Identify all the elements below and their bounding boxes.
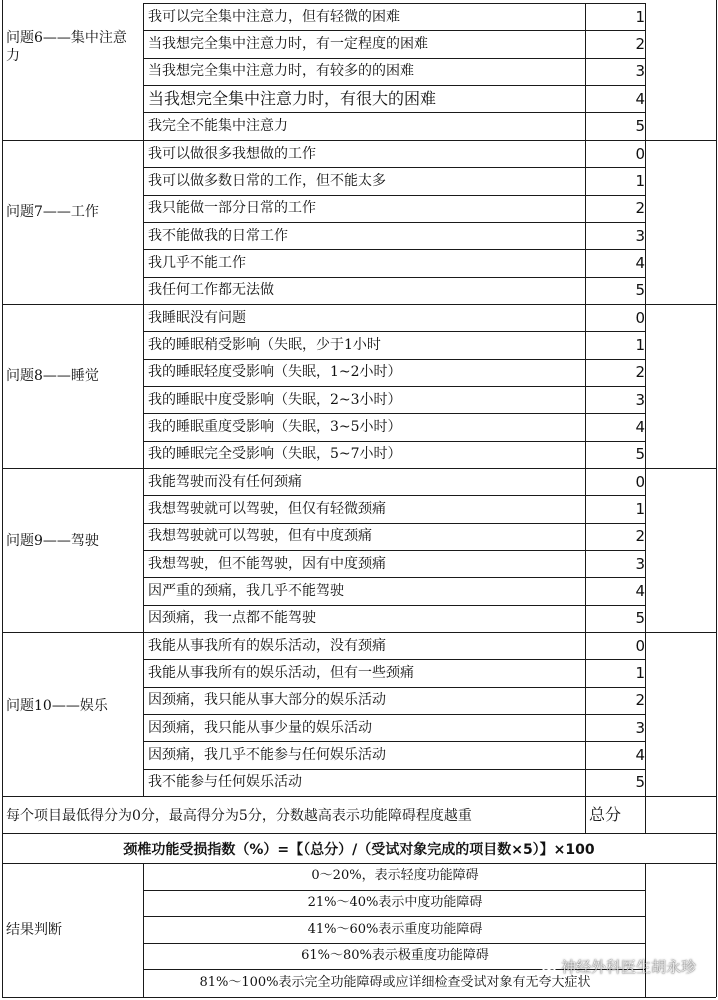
grid-line [143,58,645,59]
option-score: 2 [635,35,645,54]
grid-line [143,85,645,86]
option-score: 2 [635,363,645,382]
option-text: 我可以做多数日常的工作，但不能太多 [148,173,386,190]
grid-line [143,3,645,4]
option-score: 5 [635,773,645,792]
grid-line [143,916,645,917]
question-label: 问题9——驾驶 [6,533,99,549]
grid-line [143,167,645,168]
option-text: 我任何工作都无法做 [148,282,274,299]
option-text: 当我想完全集中注意力时，有一定程度的困难 [148,36,428,53]
option-score: 5 [635,117,645,136]
grid-line [143,687,645,688]
grid-line [143,249,645,250]
grid-line [143,495,645,496]
option-score: 5 [635,445,645,464]
option-score: 0 [635,308,645,327]
grid-line [143,943,645,944]
grid-line [645,468,646,632]
grid-line [143,577,645,578]
grid-line [2,632,716,633]
grid-line [143,659,645,660]
result-row: 61%～80%表示极重度功能障碍 [301,948,489,964]
option-text: 我的睡眠稍受影响（失眠，少于1小时 [148,337,381,354]
result-row: 81%～100%表示完全功能障碍或应详细检查受试对象有无夸大症状 [199,974,591,990]
option-text: 我能从事我所有的娱乐活动，没有颈痛 [148,637,386,654]
option-score: 3 [635,390,645,409]
option-text: 我的睡眠重度受影响（失眠，3~5小时） [148,419,402,436]
watermark [541,956,696,977]
grid-line [143,550,645,551]
grid-line [645,140,646,304]
option-text: 我几乎不能工作 [148,255,246,272]
grid-line [143,195,645,196]
question-label: 问题10——娱乐 [6,698,108,714]
grid-line [143,112,645,113]
option-text: 我想驾驶就可以驾驶，但仅有轻微颈痛 [148,501,386,518]
grid-line [2,833,716,834]
option-score: 1 [635,500,645,519]
question-label: 问题8——睡觉 [6,368,99,384]
option-score: 4 [635,418,645,437]
question-label: 问题7——工作 [6,204,99,220]
option-text: 当我想完全集中注意力时，有较多的的困难 [148,63,414,80]
option-text: 我不能参与任何娱乐活动 [148,774,302,791]
option-score: 4 [635,89,645,108]
option-text: 我能从事我所有的娱乐活动，但有一些颈痛 [148,665,414,682]
option-score: 5 [635,609,645,628]
grid-line [645,304,646,468]
result-row: 0～20%，表示轻度功能障碍 [311,868,479,884]
wechat-channel-icon [541,959,557,975]
option-text: 因颈痛，我只能从事少量的娱乐活动 [148,719,372,736]
option-text: 我的睡眠完全受影响（失眠，5~7小时） [148,446,402,463]
option-score: 1 [635,664,645,683]
grid-line [143,441,645,442]
result-row: 21%～40%表示中度功能障碍 [307,894,483,910]
option-score: 2 [635,691,645,710]
option-text: 因严重的颈痛，我几乎不能驾驶 [148,583,344,600]
grid-line [585,797,586,833]
index-formula: 颈椎功能受损指数（%）=【（总分）/（受试对象完成的项目数×5）】×100 [123,842,595,858]
option-text: 我想驾驶，但不能驾驶，因有中度颈痛 [148,555,386,572]
option-score: 0 [635,472,645,491]
grid-line [2,997,716,998]
option-score: 2 [635,527,645,546]
grid-line [2,863,716,864]
option-score: 0 [635,144,645,163]
option-score: 4 [635,746,645,765]
grid-line [2,140,716,141]
option-text: 我只能做一部分日常的工作 [148,200,316,217]
option-score: 4 [635,582,645,601]
option-score: 3 [635,226,645,245]
option-text: 我不能做我的日常工作 [148,227,288,244]
option-text: 我可以完全集中注意力，但有轻微的困难 [148,8,400,25]
scoring-note: 每个项目最低得分为0分，最高得分为5分，分数越高表示功能障碍程度越重 [6,808,472,824]
option-text: 我能驾驶而没有任何颈痛 [148,473,302,490]
option-score: 2 [635,199,645,218]
grid-line [2,468,716,469]
grid-line [143,3,144,140]
grid-line [143,890,645,891]
grid-line [645,797,646,833]
grid-line [143,741,645,742]
option-score: 3 [635,718,645,737]
total-score-label: 总分 [589,805,622,824]
option-score: 4 [635,254,645,273]
grid-line [143,30,645,31]
option-score: 1 [635,172,645,191]
option-text: 我的睡眠轻度受影响（失眠，1~2小时） [148,364,402,381]
option-text: 我的睡眠中度受影响（失眠，2~3小时） [148,391,402,408]
grid-line [143,605,645,606]
option-text: 我完全不能集中注意力 [148,118,288,135]
question-label: 问题6——集中注意 [6,30,127,46]
grid-line [645,632,646,796]
option-text: 当我想完全集中注意力时，有很大的困难 [148,88,437,108]
option-score: 0 [635,636,645,655]
grid-line [143,863,144,997]
grid-line [143,714,645,715]
grid-line [143,769,645,770]
grid-line [143,359,645,360]
option-text: 因颈痛，我几乎不能参与任何娱乐活动 [148,747,386,764]
option-text: 因颈痛，我只能从事大部分的娱乐活动 [148,692,386,709]
grid-line [143,413,645,414]
option-score: 1 [635,7,645,26]
result-label: 结果判断 [6,922,62,938]
option-score: 5 [635,281,645,300]
question-label: 力 [6,48,20,64]
grid-line [2,304,716,305]
grid-line [143,277,645,278]
grid-line [143,523,645,524]
option-text: 我睡眠没有问题 [148,309,246,326]
grid-line [645,3,646,140]
option-text: 我想驾驶就可以驾驶，但有中度颈痛 [148,528,372,545]
option-text: 因颈痛，我一点都不能驾驶 [148,610,316,627]
grid-line [143,222,645,223]
grid-line [2,796,716,797]
grid-line [143,386,645,387]
option-score: 1 [635,336,645,355]
option-text: 我可以做很多我想做的工作 [148,145,316,162]
grid-line [143,331,645,332]
option-score: 3 [635,554,645,573]
watermark-text: 神经外科医生胡永珍 [560,958,696,976]
option-score: 3 [635,62,645,81]
result-row: 41%～60%表示重度功能障碍 [307,921,483,937]
